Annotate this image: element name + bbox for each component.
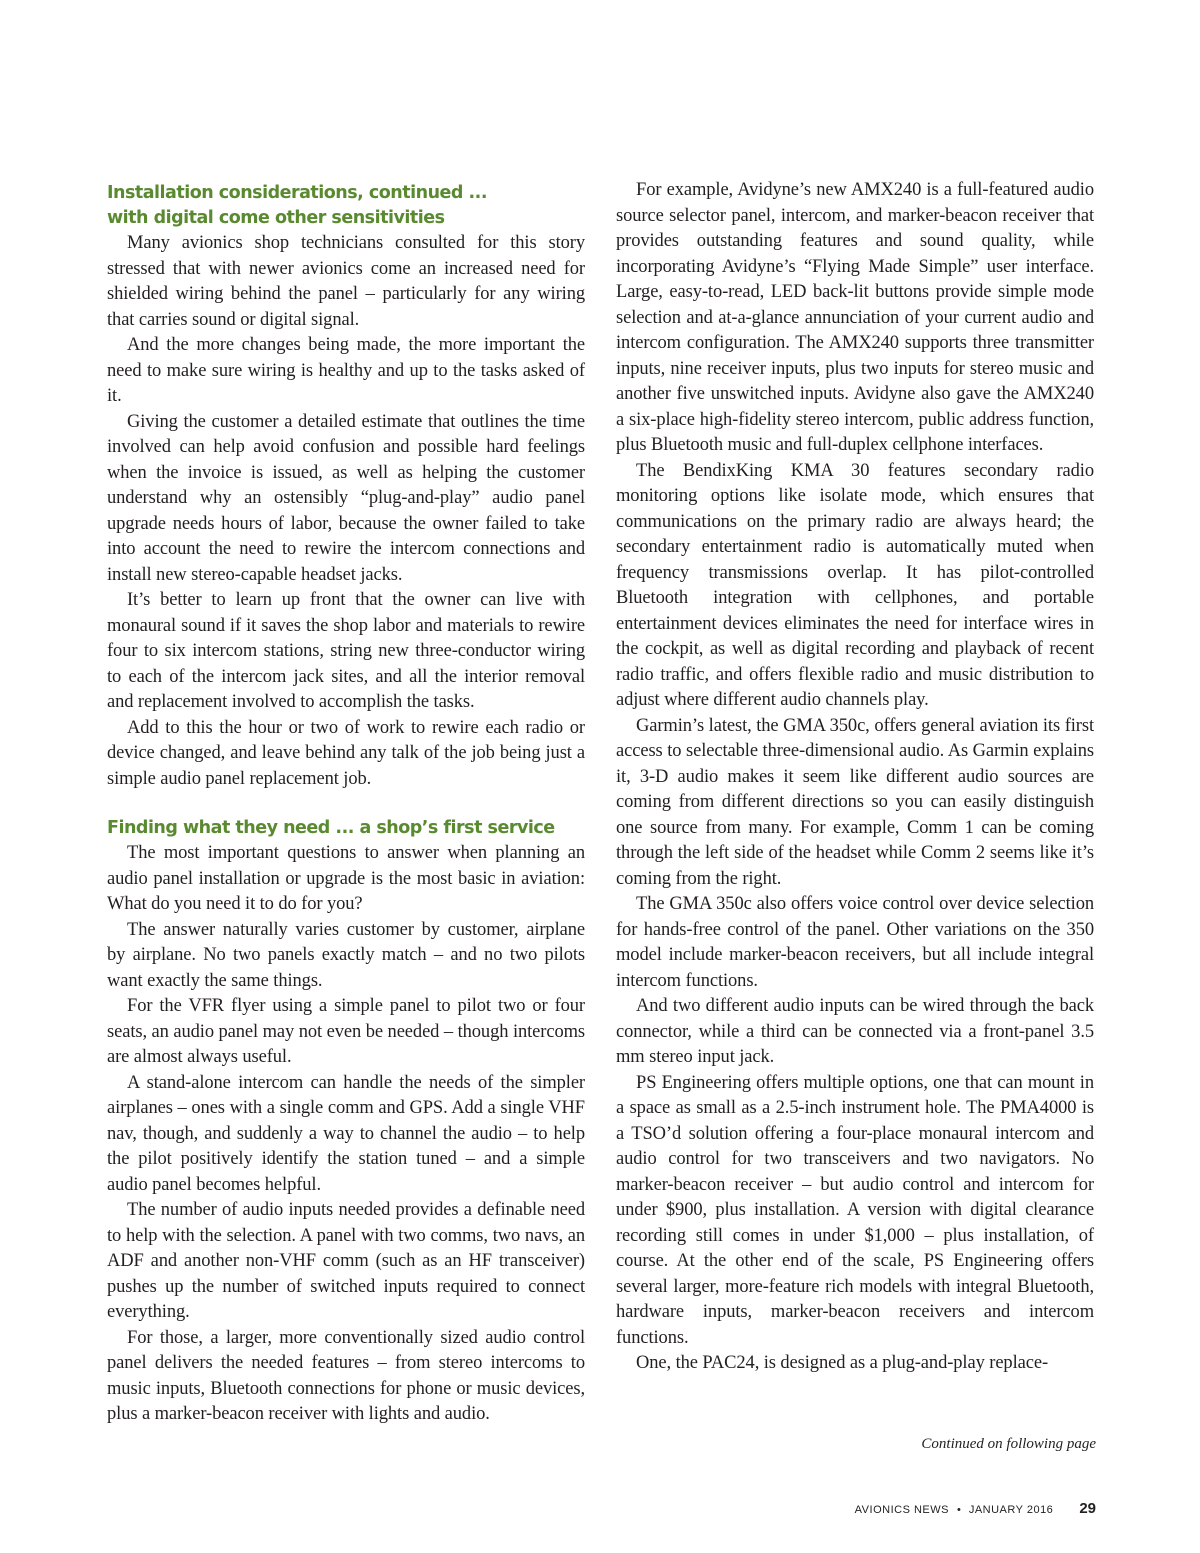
body-paragraph: Giving the customer a detailed estimate that outlines the time involved can help avoid confusion and possible hard feelings when the invoice is issued, as well as helping the customer understand why an ostensibly “plug-and-play” audio panel upgrade needs hours of labor, because the owner failed to take into account the need to rewire the intercom connections and install new stereo-capable headset jacks. (107, 411, 585, 585)
body-paragraph: Many avionics shop technicians consulted for this story stressed that with newer avionics come an increased need for shielded wiring behind the panel – particularly for any wiring that carries sound or digital signal. (107, 233, 585, 330)
body-paragraph: For example, Avidyne’s new AMX240 is a full-featured audio source selector panel, intercom, and marker-beacon receiver that provides outstanding features and sound quality, while incorporating Avidyne’s “Flying Made Simple” user interface. Large, easy-to-read, LED back-lit buttons provide simple mode selection and at-a-glance annunciation of your current audio and intercom configuration. The AMX240 supports three transmitter inputs, nine receiver inputs, plus two inputs for stereo music and another five unswitched inputs. Avidyne also gave the AMX240 a six-place high-fidelity stereo intercom, public address function, plus Bluetooth music and full-duplex cellphone interfaces. (616, 180, 1094, 455)
body-paragraph: One, the PAC24, is designed as a plug-and-play replace- (636, 1353, 1049, 1373)
body-paragraph: The number of audio inputs needed provides a definable need to help with the selection. A panel with two comms, two navs, an ADF and another non-VHF comm (such as an HF transceiver) pushes up the number of switched inputs required to connect everything. (107, 1200, 585, 1322)
continued-note: Continued on following page (921, 1436, 1096, 1452)
section-heading-installation-line2: with digital come other sensitivities (107, 208, 445, 228)
left-column (107, 181, 585, 1428)
publication-name: AVIONICS NEWS (854, 1504, 949, 1516)
body-paragraph: It’s better to learn up front that the owner can live with monaural sound if it saves the shop labor and materials to rewire four to six intercom stations, string new three-conductor wiring to each of the intercom jack sites, and all the interior removal and replacement involved to accomplish the tasks. (107, 590, 585, 712)
footer-separator: • (956, 1504, 961, 1516)
issue-date: JANUARY 2016 (968, 1504, 1054, 1516)
body-paragraph: The most important questions to answer when planning an audio panel installation or upgrade is the most basic in aviation: What do you need it to do for you? (107, 843, 585, 914)
body-paragraph: Garmin’s latest, the GMA 350c, offers general aviation its first access to selectable three-dimensional audio. As Garmin explains it, 3-D audio makes it seem like different audio sources are coming from different directions so you can easily distinguish one source from many. For example, Comm 1 can be coming through the left side of the headset while Comm 2 seems like it’s coming from the right. (616, 715, 1094, 889)
body-paragraph: And the more changes being made, the more important the need to make sure wiring is healthy and up to the tasks asked of it. (107, 335, 585, 406)
body-paragraph: For those, a larger, more conventionally sized audio control panel delivers the needed features – from stereo intercoms to music inputs, Bluetooth connections for phone or music devices, plus a marker-beacon receiver with lights and audio. (107, 1327, 585, 1424)
body-paragraph: Add to this the hour or two of work to rewire each radio or device changed, and leave behind any talk of the job being just a simple audio panel replacement job. (107, 717, 585, 789)
body-paragraph: The answer naturally varies customer by customer, airplane by airplane. No two panels exactly match – and no two pilots want exactly the same things. (107, 919, 585, 991)
body-paragraph: PS Engineering offers multiple options, one that can mount in a space as small as a 2.5-inch instrument hole. The PMA4000 is a TSO’d solution offering a four-place monaural intercom and audio control for two transceivers and two navigators. No marker-beacon receiver – but audio control and intercom for under $900, plus installation. A version with digital clearance recording still comes in under $1,000 – plus installation, of course. At the other end of the scale, PS Engineering offers several larger, more-feature rich models with integral Bluetooth, hardware inputs, marker-beacon receivers and intercom functions. (616, 1072, 1094, 1348)
page-footer (855, 1500, 1096, 1517)
page-number: 29 (1079, 1500, 1096, 1517)
body-paragraph: A stand-alone intercom can handle the needs of the simpler airplanes – ones with a single comm and GPS. Add a single VHF nav, though, and suddenly a way to channel the audio – to help the pilot positively identify the station tuned – and a simple audio panel becomes helpful. (107, 1072, 585, 1195)
body-paragraph: And two different audio inputs can be wired through the back connector, while a third can be connected via a front-panel 3.5 mm stereo input jack. (616, 996, 1094, 1067)
body-paragraph: For the VFR flyer using a simple panel to pilot two or four seats, an audio panel may not even be needed – though intercoms are almost always useful. (107, 996, 585, 1067)
section-heading-installation-line1: Installation considerations, continued ... (107, 183, 487, 203)
body-paragraph: The GMA 350c also offers voice control over device selection for hands-free control of the panel. Other variations on the 350 model include marker-beacon receivers, but all include integral intercom functions. (616, 894, 1094, 991)
body-paragraph: The BendixKing KMA 30 features secondary radio monitoring options like isolate mode, which ensures that communications on the primary radio are always heard; the secondary entertainment radio is automatically muted when frequency transmissions overlap. It has pilot-controlled Bluetooth integration with cellphones, and portable entertainment devices eliminates the need for interface wires in the cockpit, as well as digital recording and playback of recent radio traffic, and offers flexible radio and music distribution to adjust where different audio channels play. (616, 460, 1094, 710)
section-heading-finding: Finding what they need ... a shop’s first service (107, 818, 555, 838)
right-column (616, 178, 1094, 1377)
